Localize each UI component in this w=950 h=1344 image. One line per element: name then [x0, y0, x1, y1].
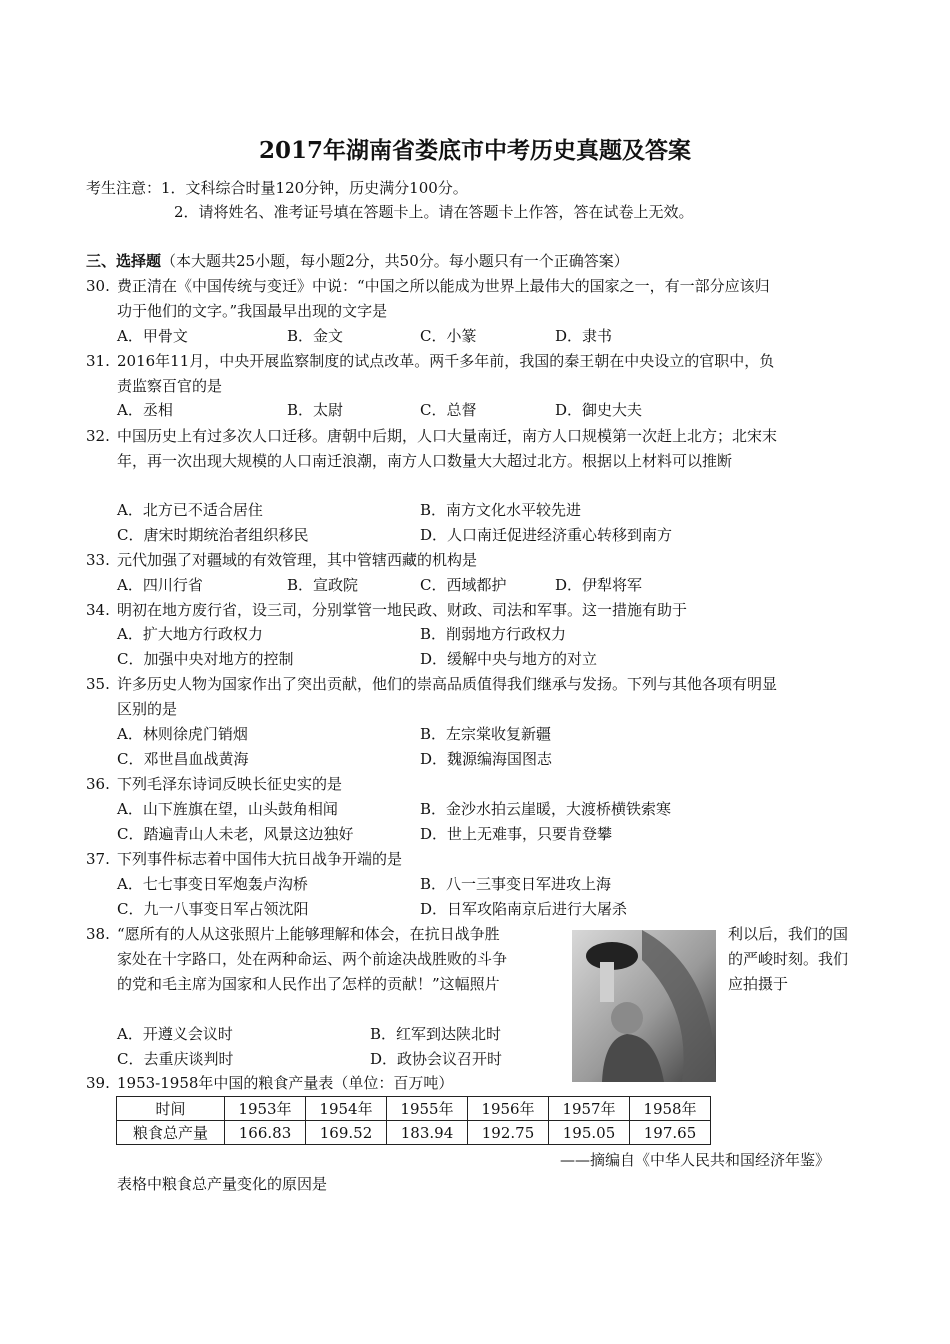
- q39-stem-line-1: 1953-1958年中国的粮食产量表（单位：百万吨）: [117, 1074, 454, 1092]
- q38-historical-photo: [572, 930, 716, 1082]
- q36-option-a[interactable]: A．山下旌旗在望，山头鼓角相闻: [117, 800, 338, 818]
- q38-stem-line-2-right: 的严峻时刻。我们: [728, 950, 849, 968]
- q31-option-c[interactable]: C．总督: [420, 401, 477, 419]
- q35-option-b[interactable]: B．左宗棠收复新疆: [420, 725, 552, 743]
- q39-prompt: 表格中粮食总产量变化的原因是: [117, 1175, 328, 1193]
- q35-option-c[interactable]: C．邓世昌血战黄海: [117, 750, 249, 768]
- q38-stem-line-3-left: 的党和毛主席为国家和人民作出了怎样的贡献！”这幅照片: [117, 975, 500, 993]
- table-cell: 169.52: [306, 1121, 387, 1145]
- q38-option-d[interactable]: D．政协会议召开时: [370, 1050, 503, 1068]
- table-header-cell: 1957年: [549, 1097, 630, 1121]
- q33-option-c[interactable]: C．西域都护: [420, 576, 507, 594]
- q38-stem-line-3-right: 应拍摄于: [728, 975, 789, 993]
- q32-option-b[interactable]: B．南方文化水平较先进: [420, 501, 582, 519]
- table-header-cell: 时间: [117, 1097, 225, 1121]
- grain-output-table: [116, 1096, 711, 1145]
- table-cell: 183.94: [387, 1121, 468, 1145]
- q33-option-d[interactable]: D．伊犁将军: [555, 576, 643, 594]
- table-cell: 粮食总产量: [117, 1121, 225, 1145]
- q35-option-a[interactable]: A．林则徐虎门销烟: [117, 725, 248, 743]
- q37-option-c[interactable]: C．九一八事变日军占领沈阳: [117, 900, 309, 918]
- notice-line-1: 考生注意：1．文科综合时量120分钟，历史满分100分。: [86, 179, 468, 197]
- q31-option-d[interactable]: D．御史大夫: [555, 401, 643, 419]
- notice-line-2: 2．请将姓名、准考证号填在答题卡上。请在答题卡上作答，答在试卷上无效。: [174, 203, 694, 221]
- q34-option-d[interactable]: D．缓解中央与地方的对立: [420, 650, 598, 668]
- q37-stem-line-1: 下列事件标志着中国伟大抗日战争开端的是: [117, 850, 403, 868]
- q33-option-a[interactable]: A．四川行省: [117, 576, 203, 594]
- q30-option-b[interactable]: B．金文: [287, 327, 344, 345]
- table-source: ——摘编自《中华人民共和国经济年鉴》: [560, 1151, 831, 1169]
- q38-number: 38.: [86, 925, 110, 943]
- q37-number: 37.: [86, 850, 110, 868]
- section-heading: 三、选择题: [86, 252, 162, 270]
- q31-stem-line-1: 2016年11月，中央开展监察制度的试点改革。两千多年前，我国的秦王朝在中央设立的官职中，负: [117, 352, 775, 370]
- table-header-cell: 1953年: [225, 1097, 306, 1121]
- q32-option-a[interactable]: A．北方已不适合居住: [117, 501, 263, 519]
- q30-stem-line-1: 费正清在《中国传统与变迁》中说：“中国之所以能成为世界上最伟大的国家之一，有一部分应该归: [117, 277, 770, 295]
- q35-stem-line-1: 许多历史人物为国家作出了突出贡献，他们的崇高品质值得我们继承与发扬。下列与其他各项有明显: [117, 675, 778, 693]
- q36-option-b[interactable]: B．金沙水拍云崖暖，大渡桥横铁索寒: [420, 800, 672, 818]
- q34-option-c[interactable]: C．加强中央对地方的控制: [117, 650, 294, 668]
- q30-number: 30.: [86, 277, 110, 295]
- q36-number: 36.: [86, 775, 110, 793]
- q33-number: 33.: [86, 551, 110, 569]
- table-header-cell: 1954年: [306, 1097, 387, 1121]
- q34-number: 34.: [86, 601, 110, 619]
- table-header-cell: 1956年: [468, 1097, 549, 1121]
- q30-stem-line-2: 功于他们的文字。”我国最早出现的文字是: [117, 302, 388, 320]
- table-header-cell: 1958年: [630, 1097, 711, 1121]
- q36-stem-line-1: 下列毛泽东诗词反映长征史实的是: [117, 775, 343, 793]
- q31-option-a[interactable]: A．丞相: [117, 401, 173, 419]
- table-cell: 192.75: [468, 1121, 549, 1145]
- q38-option-a[interactable]: A．开遵义会议时: [117, 1025, 233, 1043]
- q37-option-a[interactable]: A．七七事变日军炮轰卢沟桥: [117, 875, 308, 893]
- q37-option-b[interactable]: B．八一三事变日军进攻上海: [420, 875, 612, 893]
- q32-option-d[interactable]: D．人口南迁促进经济重心转移到南方: [420, 526, 673, 544]
- q34-option-b[interactable]: B．削弱地方行政权力: [420, 625, 567, 643]
- q33-option-b[interactable]: B．宣政院: [287, 576, 359, 594]
- q39-number: 39.: [86, 1074, 110, 1092]
- table-row-header: [117, 1097, 711, 1121]
- q34-stem-line-1: 明初在地方废行省，设三司，分别掌管一地民政、财政、司法和军事。这一措施有助于: [117, 601, 688, 619]
- q38-stem-line-2-left: 家处在十字路口，处在两种命运、两个前途决战胜败的斗争: [117, 950, 508, 968]
- q35-number: 35.: [86, 675, 110, 693]
- section-heading-line: [86, 251, 629, 271]
- q38-option-b[interactable]: B．红军到达陕北时: [370, 1025, 502, 1043]
- q36-option-d[interactable]: D．世上无难事，只要肯登攀: [420, 825, 613, 843]
- table-cell: 166.83: [225, 1121, 306, 1145]
- table-cell: 195.05: [549, 1121, 630, 1145]
- q38-stem-line-1-left: “愿所有的人从这张照片上能够理解和体会，在抗日战争胜: [117, 925, 500, 943]
- page-title: 2017年湖南省娄底市中考历史真题及答案: [258, 137, 691, 164]
- q38-stem-line-1-right: 利以后，我们的国: [728, 925, 849, 943]
- q31-number: 31.: [86, 352, 110, 370]
- q32-stem-line-1: 中国历史上有过多次人口迁移。唐朝中后期，人口大量南迁，南方人口规模第一次赶上北方；北宋末: [117, 427, 778, 445]
- q36-option-c[interactable]: C．踏遍青山人未老，风景这边独好: [117, 825, 354, 843]
- q32-option-c[interactable]: C．唐宋时期统治者组织移民: [117, 526, 309, 544]
- table-header-cell: 1955年: [387, 1097, 468, 1121]
- section-note: （本大题共25小题，每小题2分，共50分。每小题只有一个正确答案）: [161, 252, 629, 270]
- q35-option-d[interactable]: D．魏源编海国图志: [420, 750, 553, 768]
- q30-option-d[interactable]: D．隶书: [555, 327, 613, 345]
- q32-stem-line-2: 年，再一次出现大规模的人口南迁浪潮，南方人口数量大大超过北方。根据以上材料可以推断: [117, 452, 733, 470]
- q37-option-d[interactable]: D．日军攻陷南京后进行大屠杀: [420, 900, 628, 918]
- q30-option-a[interactable]: A．甲骨文: [117, 327, 188, 345]
- q38-option-c[interactable]: C．去重庆谈判时: [117, 1050, 234, 1068]
- table-row-values: [117, 1121, 711, 1145]
- q34-option-a[interactable]: A．扩大地方行政权力: [117, 625, 263, 643]
- q31-option-b[interactable]: B．太尉: [287, 401, 344, 419]
- q35-stem-line-2: 区别的是: [117, 700, 178, 718]
- q31-stem-line-2: 责监察百官的是: [117, 377, 223, 395]
- q33-stem-line-1: 元代加强了对疆域的有效管理，其中管辖西藏的机构是: [117, 551, 478, 569]
- q30-option-c[interactable]: C．小篆: [420, 327, 477, 345]
- q32-number: 32.: [86, 427, 110, 445]
- table-cell: 197.65: [630, 1121, 711, 1145]
